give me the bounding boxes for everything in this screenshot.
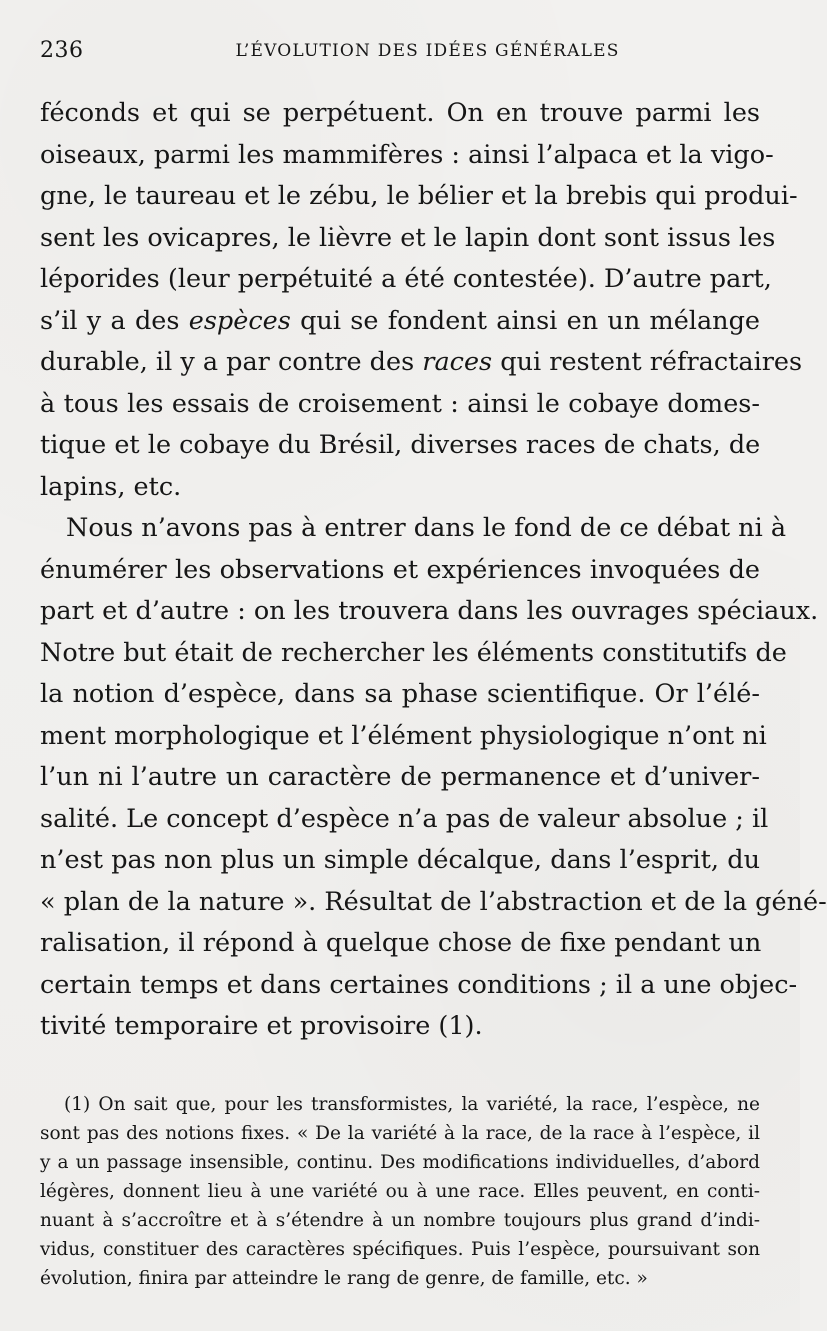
- text-line: certain temps et dans certaines conditions ; il a une objec-: [40, 969, 798, 1000]
- text-line: tivité temporaire et provisoire (1).: [40, 1011, 483, 1041]
- text-line: la notion d’espèce, dans sa phase scientifique. Or l’élé-: [40, 679, 760, 709]
- text-fragment: durable, il y a par contre des: [40, 347, 423, 377]
- footnote-line: vidus, constituer des caractères spécifiques. Puis l’espèce, poursuivant son: [40, 1239, 760, 1260]
- footnote: [40, 1090, 760, 1293]
- footnote-line: sont pas des notions fixes. « De la variété à la race, de la race à l’espèce, il: [40, 1123, 760, 1144]
- main-text: [40, 93, 827, 1048]
- text-line: [40, 301, 760, 343]
- footnote-line: (1) On sait que, pour les transformistes, la variété, la race, l’espèce, ne: [64, 1094, 760, 1115]
- footnote-line: nuant à s’accroître et à s’étendre à un nombre toujours plus grand d’indi-: [40, 1210, 760, 1231]
- text-line: salité. Le concept d’espèce n’a pas de valeur absolue ; il: [40, 803, 769, 834]
- running-title: L’ÉVOLUTION DES IDÉES GÉNÉRALES: [235, 41, 620, 61]
- text-line: [40, 342, 803, 384]
- text-line: féconds et qui se perpétuent. On en trouve parmi les: [40, 98, 760, 128]
- text-line: léporides (leur perpétuité a été contestée). D’autre part,: [40, 264, 772, 294]
- text-line: ralisation, il répond à quelque chose de fixe pendant un: [40, 928, 762, 958]
- text-line: gne, le taureau et le zébu, le bélier et la brebis qui produi-: [40, 181, 798, 211]
- text-line: Nous n’avons pas à entrer dans le fond de ce débat ni à: [66, 513, 787, 543]
- italic-term-races: races: [422, 347, 493, 377]
- footnote-line: légères, donnent lieu à une variété ou à une race. Elles peuvent, en conti-: [40, 1181, 760, 1202]
- paragraph-1: [40, 93, 803, 508]
- text-line: à tous les essais de croisement : ainsi le cobaye domes-: [40, 388, 760, 419]
- text-line: part et d’autre : on les trouvera dans les ouvrages spéciaux.: [40, 596, 819, 626]
- text-line: lapins, etc.: [40, 471, 182, 502]
- text-line: tique et le cobaye du Brésil, diverses races de chats, de: [40, 430, 761, 460]
- text-fragment: qui restent réfractaires: [492, 347, 803, 377]
- text-line: ment morphologique et l’élément physiologique n’ont ni: [40, 720, 767, 751]
- footnote-line: évolution, finira par atteindre le rang de genre, de famille, etc. »: [40, 1268, 648, 1289]
- text-line: sent les ovicapres, le lièvre et le lapin dont sont issus les: [40, 222, 776, 253]
- text-fragment: qui se fondent ainsi en un mélange: [290, 305, 760, 336]
- page-number: 236: [40, 38, 84, 63]
- footnote-line: y a un passage insensible, continu. Des modifications individuelles, d’abord: [40, 1152, 760, 1173]
- text-line: l’un ni l’autre un caractère de permanence et d’univer-: [40, 762, 760, 792]
- text-line: Notre but était de rechercher les éléments constitutifs de: [40, 637, 787, 668]
- text-fragment: s’il y a des: [40, 305, 189, 336]
- paragraph-2: [40, 508, 827, 1048]
- text-line: énumérer les observations et expériences invoquées de: [40, 554, 760, 585]
- text-line: n’est pas non plus un simple décalque, dans l’esprit, du: [40, 845, 760, 875]
- text-line: « plan de la nature ». Résultat de l’abstraction et de la géné-: [40, 886, 827, 917]
- page-header: [40, 38, 760, 68]
- italic-term-especes: espèces: [188, 305, 291, 336]
- text-line: oiseaux, parmi les mammifères : ainsi l’alpaca et la vigo-: [40, 139, 774, 170]
